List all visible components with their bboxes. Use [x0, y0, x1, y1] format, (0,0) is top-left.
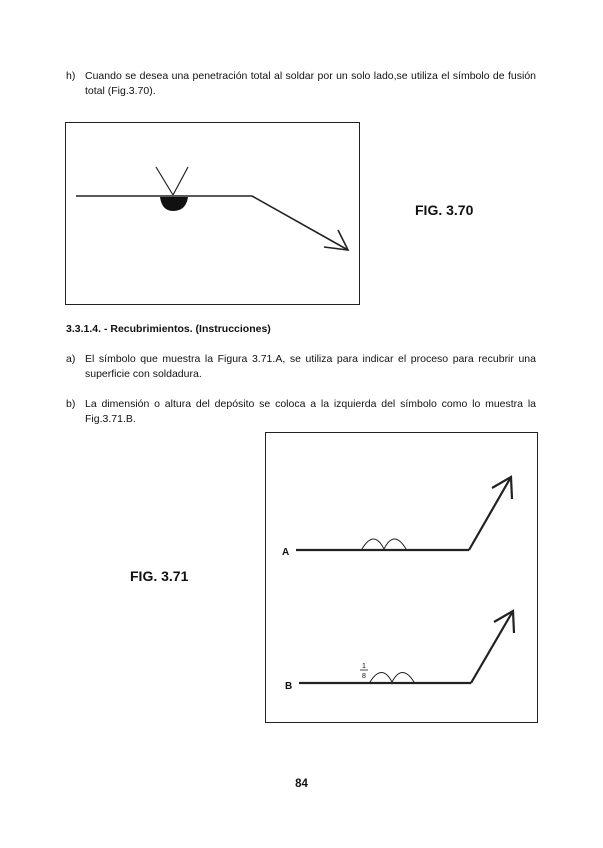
paragraph-h: [66, 69, 536, 99]
figure-3-70: [65, 122, 360, 305]
paragraph-a: [66, 352, 536, 382]
surfacing-symbol-b: [370, 673, 414, 683]
figure-3-70-label: FIG. 3.70: [415, 202, 474, 218]
fraction-numerator: 1: [362, 663, 366, 670]
list-marker-h: h): [66, 70, 76, 82]
figure-3-71: [265, 432, 538, 723]
list-marker-a: a): [66, 353, 76, 365]
surfacing-symbol-diagram: [266, 433, 539, 724]
arrow-leader-a: [469, 477, 511, 550]
paragraph-b-text: La dimensión o altura del depósito se coloca a la izquierda del símbolo como lo muestra la Fig.3.71.B.: [85, 398, 536, 425]
arrow-head: [324, 230, 348, 250]
paragraph-b: [66, 397, 536, 427]
groove-right: [173, 167, 188, 195]
section-heading: 3.3.1.4. - Recubrimientos. (Instrucciones): [66, 323, 271, 335]
arrow-leader: [252, 196, 348, 250]
list-marker-b: b): [66, 398, 76, 410]
melt-through-symbol: [160, 197, 188, 211]
paragraph-h-text: Cuando se desea una penetración total al soldar por un solo lado,se utiliza el símbolo de fusión total (Fig.3.70).: [85, 70, 536, 97]
symbol-a-letter: A: [282, 547, 290, 558]
fusion-symbol-diagram: [66, 123, 361, 306]
arrow-leader-b: [471, 611, 513, 683]
figure-3-71-label: FIG. 3.71: [130, 568, 189, 584]
fraction-denominator: 8: [362, 673, 366, 680]
groove-left: [156, 167, 173, 195]
symbol-b-letter: B: [285, 681, 293, 692]
paragraph-a-text: El símbolo que muestra la Figura 3.71.A, se utiliza para indicar el proceso para recubrir una superficie con soldadura.: [85, 353, 536, 380]
page-number: 84: [295, 778, 308, 790]
surfacing-symbol-a: [362, 539, 406, 549]
